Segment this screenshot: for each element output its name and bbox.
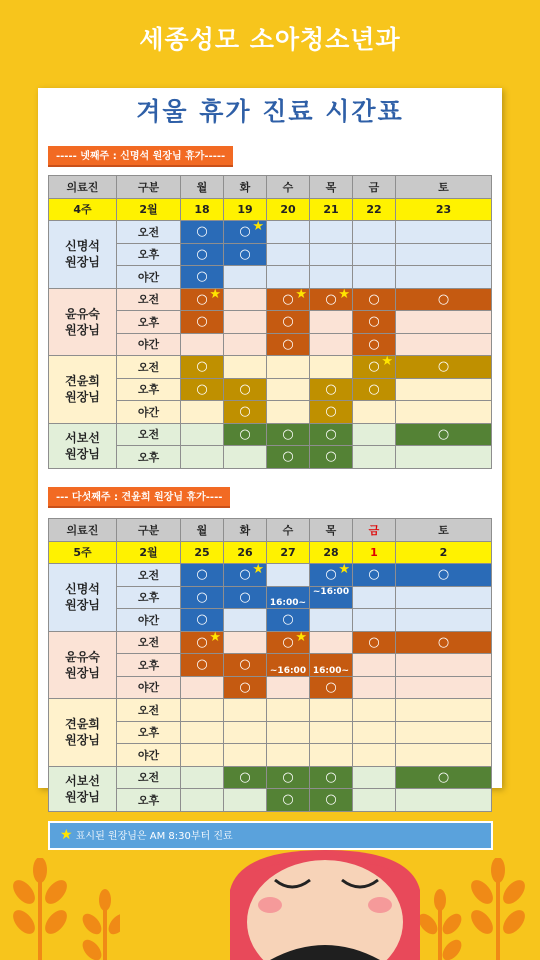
available-mark: ○ [437,359,450,375]
available-mark: ○ [325,769,337,785]
time-slot: 오전 [117,288,181,311]
schedule-cell [181,266,224,289]
week-label: 4주 [49,198,117,221]
header-day: 화 [224,519,267,542]
schedule-cell [224,744,267,767]
schedule-cell [181,446,224,469]
schedule-cell [310,333,353,356]
time-slot: 오후 [117,311,181,334]
schedule-cell [267,744,310,767]
schedule-cell [310,609,353,632]
available-mark: ○ [196,314,208,330]
star-icon: ★ [209,629,221,645]
doctor-name: 신명석 원장님 [49,564,117,632]
schedule-cell [224,789,267,812]
available-mark: ○ [239,589,251,605]
schedule-cell [353,654,396,677]
schedule-cell [396,356,492,379]
time-slot: 오전 [117,699,181,722]
available-mark: ○ [325,291,337,307]
schedule-cell [353,699,396,722]
schedule-row [49,766,492,789]
schedule-cell [310,631,353,654]
available-mark: ○ [282,336,294,352]
schedule-cell [267,609,310,632]
star-icon: ★ [60,827,73,843]
header-doctor: 의료진 [49,176,117,199]
schedule-cell [181,699,224,722]
schedule-cell [181,631,224,654]
schedule-cell [267,766,310,789]
schedule-cell [181,564,224,587]
available-mark: ○ [325,381,337,397]
star-icon: ★ [252,219,264,234]
schedule-cell [396,446,492,469]
schedule-cell [181,744,224,767]
available-mark: ○ [325,792,337,808]
time-slot: 오후 [117,378,181,401]
header-type: 구분 [117,519,181,542]
time-note: 16:00~ [312,665,350,676]
available-mark: ○ [325,679,337,695]
legend-text: 표시된 원장님은 AM 8:30부터 진료 [75,831,233,842]
schedule-cell [310,721,353,744]
schedule-cell [267,654,310,677]
header-day: 월 [181,176,224,199]
schedule-cell [224,721,267,744]
month-label: 2월 [117,198,181,221]
available-mark: ○ [282,792,294,808]
star-icon: ★ [295,286,307,302]
doctor-name: 견윤희 원장님 [49,356,117,424]
header-day: 화 [224,176,267,199]
date-cell: 25 [181,541,224,564]
schedule-cell [267,221,310,244]
header-day: 수 [267,519,310,542]
available-mark: ○ [437,291,450,307]
schedule-cell [353,586,396,609]
available-mark: ○ [196,269,208,285]
schedule-cell [396,631,492,654]
schedule-cell [353,609,396,632]
available-mark: ○ [437,634,450,650]
schedule-cell [353,766,396,789]
time-slot: 오후 [117,446,181,469]
time-slot: 오후 [117,586,181,609]
month-label: 2월 [117,541,181,564]
schedule-cell [224,221,267,244]
schedule-cell [224,266,267,289]
available-mark: ○ [282,449,294,465]
schedule-cell [353,401,396,424]
schedule-cell [181,609,224,632]
available-mark: ○ [368,336,380,352]
app-title: 세종성모 소아청소년과 [139,25,401,54]
available-mark: ○ [239,224,251,240]
schedule-cell [181,333,224,356]
available-mark: ○ [196,589,208,605]
schedule-cell [310,446,353,469]
schedule-cell [181,766,224,789]
time-slot: 오전 [117,356,181,379]
schedule-cell [267,266,310,289]
date-cell: 23 [396,198,492,221]
schedule-cell [396,699,492,722]
time-slot: 오후 [117,721,181,744]
schedule-cell [267,446,310,469]
available-mark: ○ [196,634,208,650]
schedule-cell [310,586,353,609]
header-day: 금 [353,176,396,199]
available-mark: ○ [239,679,251,695]
available-mark: ○ [368,381,380,397]
time-note: 16:00~ [269,598,307,608]
time-note: ~16:00 [312,586,350,597]
schedule-cell [353,221,396,244]
schedule-cell [396,586,492,609]
schedule-cell [353,333,396,356]
schedule-row [49,288,492,311]
available-mark: ○ [239,381,251,397]
schedule-cell [353,676,396,699]
schedule-cell [396,378,492,401]
schedule-cell [267,564,310,587]
schedule-cell [181,356,224,379]
available-mark: ○ [368,567,380,583]
schedule-cell [396,766,492,789]
schedule-cell [396,721,492,744]
schedule-cell [181,789,224,812]
available-mark: ○ [239,426,251,442]
available-mark: ○ [282,769,294,785]
schedule-cell [353,288,396,311]
schedule-cell [224,311,267,334]
schedule-cell [353,446,396,469]
schedule-cell [353,311,396,334]
available-mark: ○ [196,246,208,262]
schedule-cell [310,401,353,424]
schedule-cell [396,789,492,812]
schedule-cell [224,333,267,356]
date-cell: 21 [310,198,353,221]
schedule-cell [396,744,492,767]
schedule-cell [310,744,353,767]
date-cell: 27 [267,541,310,564]
time-slot: 야간 [117,266,181,289]
schedule-cell [310,356,353,379]
legend-box [48,821,493,850]
date-cell: 22 [353,198,396,221]
schedule-cell [181,586,224,609]
available-mark: ○ [282,291,294,307]
schedule-row [49,699,492,722]
time-slot: 야간 [117,401,181,424]
schedule-cell [310,766,353,789]
schedule-cell [310,243,353,266]
star-icon: ★ [381,354,393,369]
available-mark: ○ [196,224,208,240]
header-row [49,519,492,542]
time-slot: 오전 [117,631,181,654]
schedule-cell [267,631,310,654]
doctor-name: 윤유숙 원장님 [49,631,117,699]
schedule-cell [267,356,310,379]
schedule-cell [310,423,353,446]
time-slot: 야간 [117,333,181,356]
schedule-cell [181,311,224,334]
schedule-row [49,631,492,654]
schedule-cell [267,333,310,356]
schedule-cell [224,356,267,379]
schedule-cell [353,744,396,767]
header-day: 월 [181,519,224,542]
schedule-cell [181,378,224,401]
schedule-row [49,564,492,587]
date-cell: 2 [396,541,492,564]
time-slot: 오전 [117,564,181,587]
schedule-cell [224,609,267,632]
girl-face-illustration [230,850,420,960]
header-doctor: 의료진 [49,519,117,542]
schedule-cell [396,266,492,289]
available-mark: ○ [437,426,450,442]
schedule-cell [353,378,396,401]
schedule-cell [396,333,492,356]
time-note: ~16:00 [269,665,307,676]
header-day: 목 [310,519,353,542]
header-day: 목 [310,176,353,199]
available-mark: ○ [239,246,251,262]
header-day: 수 [267,176,310,199]
available-mark: ○ [282,612,294,628]
time-slot: 오후 [117,243,181,266]
available-mark: ○ [437,567,450,583]
available-mark: ○ [368,634,380,650]
schedule-cell [224,586,267,609]
date-cell: 18 [181,198,224,221]
schedule-cell [396,221,492,244]
schedule-cell [224,288,267,311]
doctor-name: 윤유숙 원장님 [49,288,117,356]
available-mark: ○ [239,769,251,785]
schedule-cell [181,221,224,244]
star-icon: ★ [338,286,350,302]
schedule-cell [310,789,353,812]
schedule-cell [181,243,224,266]
date-cell: 19 [224,198,267,221]
time-slot: 오후 [117,654,181,677]
star-icon: ★ [338,562,350,577]
header-day: 금 [353,519,396,542]
schedule-cell [224,699,267,722]
time-slot: 오전 [117,221,181,244]
schedule-cell [224,766,267,789]
schedule-cell [310,288,353,311]
schedule-cell [310,221,353,244]
star-icon: ★ [252,562,264,577]
time-slot: 야간 [117,609,181,632]
schedule-cell [353,721,396,744]
schedule-cell [310,311,353,334]
star-icon: ★ [295,629,307,645]
schedule-cell [267,401,310,424]
available-mark: ○ [437,769,450,785]
available-mark: ○ [196,657,208,673]
wheat-left-decoration [0,858,120,960]
schedule-cell [224,631,267,654]
schedule-cell [353,631,396,654]
available-mark: ○ [196,381,208,397]
schedule-cell [310,378,353,401]
header-day: 토 [396,519,492,542]
schedule-cell [353,423,396,446]
doctor-name: 서보선 원장님 [49,423,117,468]
week-label: 5주 [49,541,117,564]
available-mark: ○ [239,567,251,583]
schedule-cell [396,564,492,587]
schedule-cell [224,654,267,677]
available-mark: ○ [196,291,208,307]
time-slot: 오전 [117,766,181,789]
schedule-cell [267,789,310,812]
schedule-cell [396,288,492,311]
schedule-cell [396,676,492,699]
schedule-cell [353,266,396,289]
date-row [49,541,492,564]
schedule-cell [353,243,396,266]
available-mark: ○ [325,426,337,442]
date-cell: 26 [224,541,267,564]
date-cell: 20 [267,198,310,221]
date-cell: 28 [310,541,353,564]
week4-banner: ----- 넷째주 : 신명석 원장님 휴가----- [48,146,233,167]
available-mark: ○ [239,657,251,673]
schedule-cell [396,311,492,334]
schedule-cell [353,564,396,587]
schedule-cell [181,288,224,311]
doctor-name: 신명석 원장님 [49,221,117,289]
schedule-cell [267,721,310,744]
available-mark: ○ [282,314,294,330]
schedule-cell [224,676,267,699]
schedule-cell [396,609,492,632]
available-mark: ○ [239,404,251,420]
available-mark: ○ [282,634,294,650]
schedule-cell [224,401,267,424]
schedule-cell [267,423,310,446]
doctor-name: 견윤희 원장님 [49,699,117,767]
date-row [49,198,492,221]
available-mark: ○ [196,567,208,583]
schedule-cell [224,564,267,587]
week5-schedule-table [48,518,492,812]
schedule-cell [267,378,310,401]
available-mark: ○ [282,426,294,442]
available-mark: ○ [325,567,337,583]
schedule-cell [181,721,224,744]
available-mark: ○ [196,359,208,375]
schedule-cell [267,243,310,266]
schedule-cell [224,378,267,401]
time-slot: 오후 [117,789,181,812]
star-icon: ★ [209,286,221,302]
available-mark: ○ [368,314,380,330]
schedule-cell [267,311,310,334]
schedule-row [49,221,492,244]
schedule-cell [310,654,353,677]
schedule-cell [310,676,353,699]
schedule-cell [396,654,492,677]
schedule-cell [224,243,267,266]
header-type: 구분 [117,176,181,199]
schedule-cell [310,266,353,289]
schedule-cell [267,699,310,722]
schedule-cell [224,446,267,469]
schedule-cell [396,423,492,446]
time-slot: 야간 [117,676,181,699]
schedule-cell [267,288,310,311]
schedule-cell [181,676,224,699]
available-mark: ○ [196,612,208,628]
time-slot: 야간 [117,744,181,767]
schedule-row [49,356,492,379]
schedule-cell [353,356,396,379]
available-mark: ○ [325,404,337,420]
schedule-cell [396,401,492,424]
available-mark: ○ [325,449,337,465]
week5-banner: --- 다섯째주 : 견윤희 원장님 휴가---- [48,487,230,508]
schedule-cell [267,586,310,609]
available-mark: ○ [368,359,380,375]
doctor-name: 서보선 원장님 [49,766,117,811]
date-cell: 1 [353,541,396,564]
schedule-cell [396,243,492,266]
available-mark: ○ [368,291,380,307]
week4-schedule-table [48,175,492,469]
schedule-cell [181,401,224,424]
wheat-right-decoration [420,858,540,960]
schedule-cell [310,699,353,722]
header-day: 토 [396,176,492,199]
schedule-cell [181,423,224,446]
schedule-cell [224,423,267,446]
schedule-cell [353,789,396,812]
schedule-cell [310,564,353,587]
schedule-cell [181,654,224,677]
time-slot: 오전 [117,423,181,446]
header-row [49,176,492,199]
schedule-row [49,423,492,446]
schedule-title: 겨울 휴가 진료 시간표 [136,97,404,126]
schedule-cell [267,676,310,699]
